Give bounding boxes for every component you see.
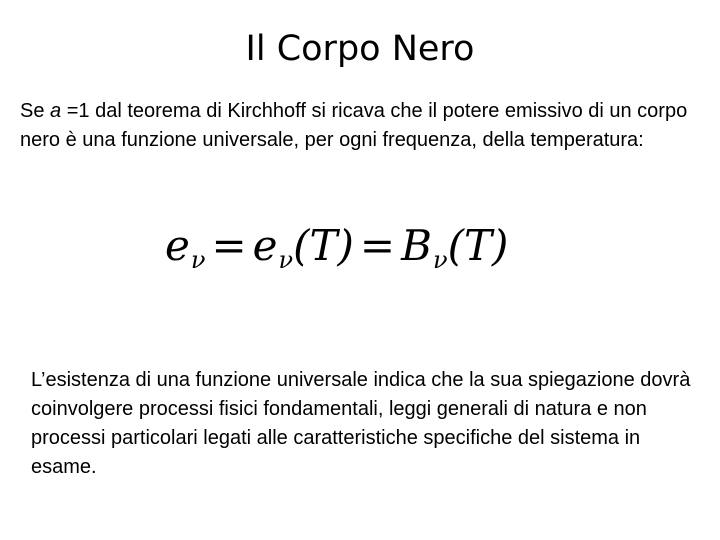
formula-lhs-symbol: e [165, 221, 190, 270]
formula-mid-symbol: e [252, 221, 278, 270]
formula-mid-argument: (T) [293, 221, 354, 270]
formula-rhs-argument: (T) [447, 221, 509, 270]
formula-mid-subscript: ν [278, 246, 294, 274]
kirchhoff-formula [165, 218, 509, 274]
formula-lhs-subscript: ν [190, 246, 206, 274]
formula-equals-1: = [211, 221, 247, 270]
formula-equals-2: = [359, 221, 396, 270]
slide-title: Il Corpo Nero [245, 29, 475, 69]
absorption-variable: a [50, 100, 62, 122]
conclusion-paragraph: L’esistenza di una funzione universale indica che la sua spiegazione dovrà coinvolgere processi fisici fondamentali, leggi generali di natura e non processi particolari legati alle caratteristiche specifiche del sistema in esame. [31, 369, 691, 478]
intro-text-rest: =1 dal teorema di Kirchhoff si ricava che il potere emissivo di un corpo nero è una funzione universale, per ogni frequenza, della temperatura: [20, 100, 693, 151]
formula-rhs-subscript: ν [432, 246, 448, 274]
intro-paragraph [20, 97, 710, 155]
intro-text-start: Se [20, 100, 51, 122]
formula-rhs-symbol: B [401, 221, 432, 270]
